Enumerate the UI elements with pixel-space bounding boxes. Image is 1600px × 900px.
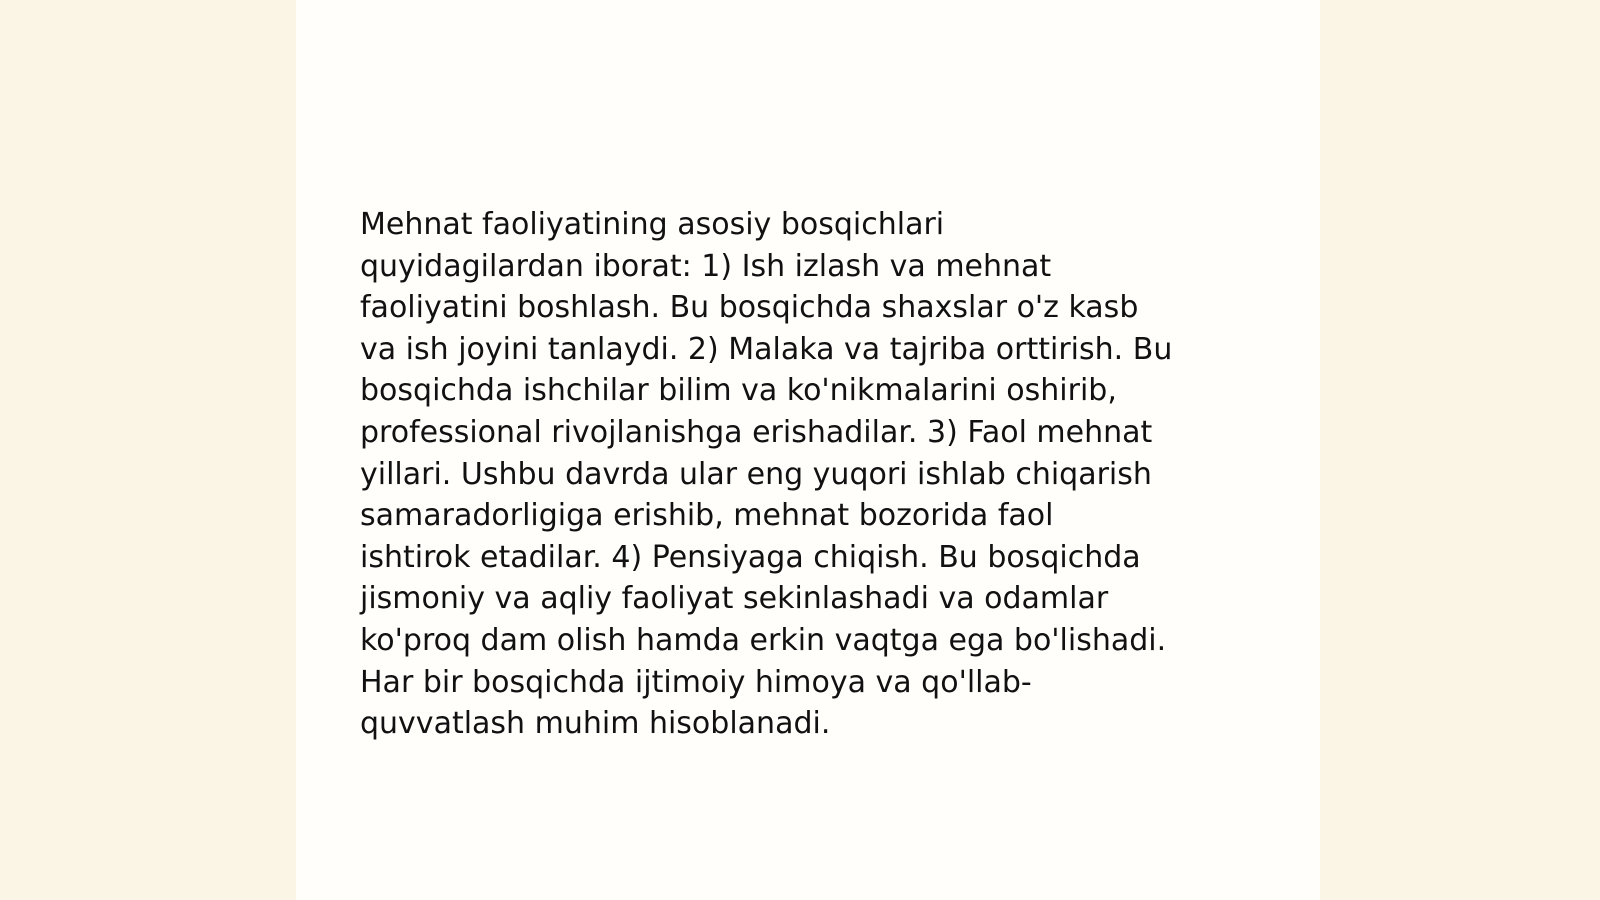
text-line: faoliyatini boshlash. Bu bosqichda shaxslar o'z kasb — [360, 290, 1139, 326]
text-line: Mehnat faoliyatining asosiy bosqichlari — [360, 207, 945, 242]
text-line: professional rivojlanishga erishadilar. 3) Faol mehnat — [360, 414, 1153, 450]
text-line: ishtirok etadilar. 4) Pensiyaga chiqish. Bu bosqichda — [360, 539, 1141, 575]
text-line: Har bir bosqichda ijtimoiy himoya va qo'llab- — [360, 664, 1032, 700]
text-line: quyidagilardan iborat: 1) Ish izlash va mehnat — [360, 248, 1052, 284]
text-line: va ish joyini tanlaydi. 2) Malaka va tajriba orttirish. Bu — [360, 331, 1173, 367]
slide-body-text — [360, 204, 1240, 745]
text-line: yillari. Ushbu davrda ular eng yuqori ishlab chiqarish — [360, 456, 1152, 492]
text-line: bosqichda ishchilar bilim va ko'nikmalarini oshirib, — [360, 373, 1117, 409]
text-line: ko'proq dam olish hamda erkin vaqtga ega bo'lishadi. — [360, 622, 1167, 658]
slide — [296, 0, 1320, 900]
text-line: jismoniy va aqliy faoliyat sekinlashadi va odamlar — [360, 581, 1109, 617]
text-line: samaradorligiga erishib, mehnat bozorida faol — [360, 498, 1054, 534]
text-line: quvvatlash muhim hisoblanadi. — [360, 706, 831, 742]
